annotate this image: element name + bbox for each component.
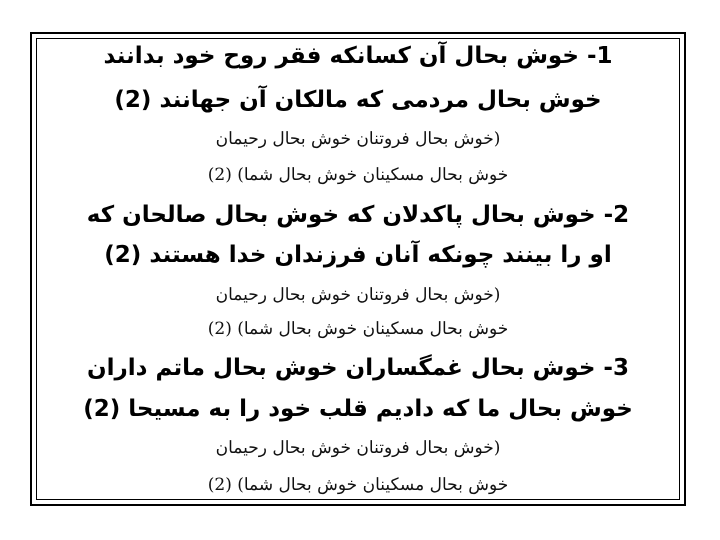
verse-3-chorus-line-1: (خوش بحال فروتنان خوش بحال رحیمان: [215, 438, 501, 458]
verse-1-chorus-line-2: خوش بحال مسکینان خوش بحال شما) (2): [207, 165, 509, 185]
verse-3-chorus-line-2: خوش بحال مسکینان خوش بحال شما) (2): [207, 475, 509, 495]
verse-2-chorus-line-1: (خوش بحال فروتنان خوش بحال رحیمان: [215, 285, 501, 305]
verse-1-line-1: 1- خوش بحال آن کسانکه فقر روح خود بدانند: [103, 43, 613, 69]
verse-1-line-2: خوش بحال مردمی که مالکان آن جهانند (2): [114, 87, 602, 113]
verse-1-chorus-line-1: (خوش بحال فروتنان خوش بحال رحیمان: [215, 129, 501, 149]
verse-2-chorus-line-2: خوش بحال مسکینان خوش بحال شما) (2): [207, 319, 509, 339]
verse-2-line-1: 2- خوش بحال پاکدلان که خوش بحال صالحان که: [86, 202, 630, 228]
verse-3-line-2: خوش بحال ما که دادیم قلب خود را به مسیحا (2): [83, 396, 633, 422]
verse-3-line-1: 3- خوش بحال غمگساران خوش بحال ماتم داران: [87, 355, 629, 381]
verse-2-line-2: او را بینند چونکه آنان فرزندان خدا هستند (2): [104, 242, 612, 268]
